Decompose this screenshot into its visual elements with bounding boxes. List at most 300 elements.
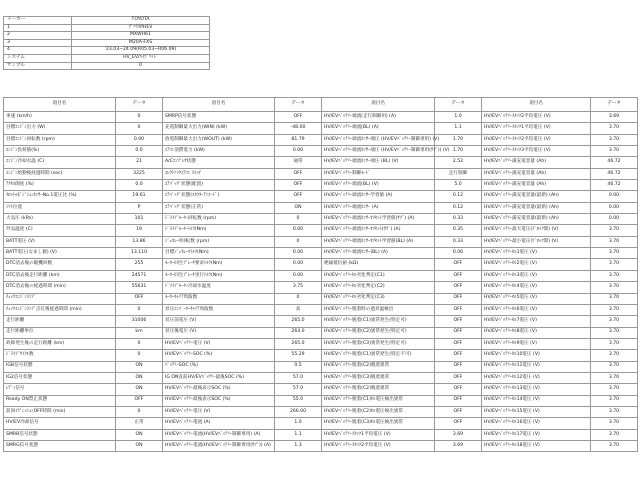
item-name-cell: HV/EVﾊﾞｯﾃﾘｰ脱着(C3)脱着異常 [322, 372, 435, 383]
item-name-cell: HV/EVﾊﾞｯﾃﾘｰｾﾙ1電圧 (V) [482, 248, 591, 259]
item-value-cell: OFF [435, 384, 482, 395]
item-value-cell: 46.72 [591, 180, 638, 191]
info-value: ﾌﾟﾘｳｽPHEV [72, 24, 210, 32]
item-value-cell: 0.5 [275, 361, 322, 372]
item-name-cell: 目標ｼﾞｪﾈﾚｰﾀﾄﾙｸ(Nm) [163, 248, 275, 259]
item-name-cell: HV/EVﾊﾞｯﾃﾘｰ満充電容量(最新) (Ah) [482, 202, 591, 213]
item-value-cell: ON [275, 202, 322, 213]
item-name-cell: HV/EVﾊﾞｯﾃﾘｰ最後表示SOC (%) [163, 384, 275, 395]
item-value-cell: 3.70 [591, 440, 638, 451]
item-name-cell: 昇圧ｺﾝﾊﾞｰﾀｰｷｬﾘｱ周波数 [163, 304, 275, 315]
item-value-cell: OFF [435, 338, 482, 349]
item-value-cell: 0.06 [435, 248, 482, 259]
item-value-cell: 高 [275, 304, 322, 315]
info-row [4, 47, 210, 55]
item-name-cell: 昇圧後電圧 (V) [163, 327, 275, 338]
item-name-cell: HV/EVﾊﾞｯﾃﾘｰｽﾀｯｸ3平均電圧 (V) [482, 146, 591, 157]
item-name-cell: HV/EVﾊﾞｯﾃﾘｰｾﾙ10電圧 (V) [482, 350, 591, 361]
item-name-cell: HV/EVﾊﾞｯﾃﾘｰ電流 (A) [163, 418, 275, 429]
vehicle-info-body [4, 17, 210, 70]
item-value-cell: OFF [116, 293, 163, 304]
item-name-cell: HV/EVﾊﾞｯﾃﾘｰｾﾙ15電圧 (V) [482, 406, 591, 417]
table-row [4, 429, 638, 440]
table-row [4, 384, 638, 395]
item-value-cell: 3.70 [591, 270, 638, 281]
item-name-cell: ｴﾝｼﾞﾝ始動後経過時間 (sec) [4, 168, 116, 179]
item-value-cell: 3.70 [591, 361, 638, 372]
item-value-cell: OFF [435, 406, 482, 417]
table-row [4, 214, 638, 225]
item-value-cell: 1.3 [275, 440, 322, 451]
item-value-cell: 3.70 [591, 429, 638, 440]
item-name-cell: IGB信号状態 [4, 361, 116, 372]
info-row [4, 17, 210, 25]
item-name-header: 項目名 [482, 98, 591, 112]
item-value-cell: 57.0 [275, 372, 322, 383]
item-name-cell: HV/EVﾊﾞｯﾃﾘｰｾﾙ12電圧 (V) [482, 372, 591, 383]
item-name-cell: HV/EVﾊﾞｯﾃﾘｰｾﾙ14電圧 (V) [482, 395, 591, 406]
item-name-cell: ｴｱﾊﾞｯｸﾞ状態(ｺﾈｸﾀｰｱﾝｺｰﾄﾞ) [163, 191, 275, 202]
item-value-cell: OFF [435, 361, 482, 372]
table-row [4, 202, 638, 213]
item-value-cell: 55.0 [275, 395, 322, 406]
item-name-cell: ﾓｰﾀｰｷｬﾘｱ周波数 [163, 293, 275, 304]
item-value-cell: 2.52 [435, 157, 482, 168]
item-name-cell: DTC消去後走行距離 (km) [4, 270, 116, 281]
item-value-cell: 13.110 [116, 248, 163, 259]
table-row [4, 157, 638, 168]
item-name-cell: HV/EVﾊﾞｯﾃﾘｰ電圧 (V) [163, 338, 275, 349]
item-name-cell: HV/EVﾊﾞｯﾃﾘｰｾﾙ2電圧 (V) [482, 259, 591, 270]
item-name-cell: HV/EVﾊﾞｯﾃﾘｰ最大電圧(ﾌﾞﾛｯｸ間) (V) [482, 225, 591, 236]
data-header: データ [435, 98, 482, 112]
item-name-cell: ｽﾛｯﾄﾙﾎﾟｼﾞｼｮﾝｾﾝｻｰNo.1電圧比 (%) [4, 191, 116, 202]
item-name-cell: HV/EVﾊﾞｯﾃﾘｰ脱着(C1)異常発生(特定可) [322, 316, 435, 327]
item-value-cell: 3.69 [591, 112, 638, 123]
item-name-cell: HV/EVﾊﾞｯﾃﾘｰｽﾀｯｸ2平均電圧 (V) [322, 440, 435, 451]
item-name-cell: HV/EVﾊﾞｯﾃﾘｰ端流(BL) (A) [322, 123, 435, 134]
item-value-cell: 3.70 [591, 134, 638, 145]
item-name-cell: SMRG信号状態 [4, 440, 116, 451]
item-value-cell: 0 [116, 350, 163, 361]
item-value-cell: 3.70 [591, 327, 638, 338]
item-value-cell: ON [116, 440, 163, 451]
item-name-cell: ｼﾞｪﾈﾚｰﾀ回転数 (rpm) [163, 236, 275, 247]
item-value-cell: 55.29 [275, 350, 322, 361]
item-value-cell: 0.12 [435, 202, 482, 213]
item-name-cell: 走行距離 [4, 316, 116, 327]
item-name-cell: HV/EVﾊﾞｯﾃﾘｰｾﾙ17電圧 (V) [482, 429, 591, 440]
item-value-cell: 0 [116, 123, 163, 134]
info-key: 1 [4, 24, 72, 32]
item-name-cell: HV/EVﾊﾞｯﾃﾘｰ脱着時の過昇温検出 [322, 304, 435, 315]
item-value-cell: 0 [275, 293, 322, 304]
item-value-cell: 266.00 [275, 406, 322, 417]
item-value-cell: OFF [275, 112, 322, 123]
item-name-cell: ｴｱｺﾝ消費電力 (kW) [163, 146, 275, 157]
item-value-cell: 3.70 [591, 259, 638, 270]
item-value-cell: OFF [435, 350, 482, 361]
item-name-cell: 車速 (km/h) [4, 112, 116, 123]
item-name-cell: HV/EVﾊﾞｯﾃﾘｰ脱着(C3)異常発生(特定可) [322, 338, 435, 349]
item-value-cell: 0.33 [435, 214, 482, 225]
item-value-cell: 19.61 [116, 191, 163, 202]
table-row [4, 316, 638, 327]
info-row [4, 62, 210, 70]
item-value-cell: 3.69 [435, 440, 482, 451]
item-value-cell: 0 [116, 406, 163, 417]
item-value-cell: 3.70 [591, 395, 638, 406]
item-value-cell: OFF [435, 270, 482, 281]
table-header-row [4, 98, 638, 112]
item-name-cell: ｴﾝｼﾞﾝ負荷値(%) [4, 146, 116, 157]
table-row [4, 338, 638, 349]
item-value-cell: 21 [116, 157, 163, 168]
item-name-cell: HV/EVﾊﾞｯﾃﾘｰ端流ｾﾝｻｰｵﾌｾｯﾄ学習値(ｻﾌﾞ) (A) [322, 214, 435, 225]
item-value-cell: 101 [116, 214, 163, 225]
item-value-cell: ON [116, 372, 163, 383]
item-name-header: 項目名 [163, 98, 275, 112]
item-name-cell: BATT電圧(なまし値) (V) [4, 248, 116, 259]
item-value-cell: OFF [275, 191, 322, 202]
item-value-cell: 3.70 [591, 350, 638, 361]
item-name-cell: HV/EVﾊﾞｯﾃﾘｰｾﾙ16電圧 (V) [482, 418, 591, 429]
item-value-cell: 55631 [116, 282, 163, 293]
item-value-cell: 265.0 [275, 338, 322, 349]
item-name-cell: HV/EVﾊﾞｯﾃﾘｰ脱着(C1)ｾﾙ電圧検出異常 [322, 395, 435, 406]
table-row [4, 406, 638, 417]
item-value-cell: 3.70 [591, 293, 638, 304]
item-name-cell: HV/EVﾊﾞｯﾃﾘｰ端流ｾﾝｻｰ端圧 (BL) (V) [322, 157, 435, 168]
vehicle-info-table [3, 16, 210, 70]
info-key: メーカー [4, 17, 72, 25]
item-value-cell: 0 [116, 304, 163, 315]
item-name-cell: HV/EVﾊﾞｯﾃﾘｰｾﾙ11電圧 (V) [482, 361, 591, 372]
item-value-cell: 1.1 [435, 123, 482, 134]
item-name-cell: HV/EVﾊﾞｯﾃﾘｰ脱着(C2)ｾﾙ電圧検出異常 [322, 406, 435, 417]
item-name-cell: HV/EVﾊﾞｯﾃﾘｰｾﾙ18電圧 (V) [482, 440, 591, 451]
item-value-cell: ON [116, 384, 163, 395]
table-row [4, 418, 638, 429]
item-name-cell: HV/EVﾊﾞｯﾃﾘｰSOC (%) [163, 350, 275, 361]
item-name-cell: HV/EV冷却信号 [4, 418, 116, 429]
info-row [4, 39, 210, 47]
item-name-cell: DTC消去後の経過時間 (min) [4, 282, 116, 293]
table-row [4, 180, 638, 191]
item-value-cell: 0.00 [116, 134, 163, 145]
info-key: システム [4, 54, 72, 62]
item-name-cell: HV/EVﾊﾞｯﾃﾘｰ電流(HV/EVﾊﾞｯﾃﾘｰ制御専用(ｻﾌﾞ)) (A) [163, 440, 275, 451]
table-row [4, 372, 638, 383]
item-name-cell: HV/EVﾊﾞｯﾃﾘｰｾﾙ6電圧 (V) [482, 304, 591, 315]
item-name-cell: ﾄﾞﾗｲﾌﾞﾓｰﾀｰ冷却水温度 [163, 282, 275, 293]
item-name-cell: IG2信号状態 [4, 372, 116, 383]
item-value-cell: OFF [435, 293, 482, 304]
item-name-cell: ﾓｰﾀｰ回生ﾌﾞﾚｰｷ実行ﾄﾙｸ(Nm) [163, 270, 275, 281]
info-value: '23.03~24.09(R05.03~R06.09) [72, 47, 210, 55]
item-name-cell: ｴｱﾊﾞｯｸﾞ状態(配置) [163, 180, 275, 191]
item-name-cell: HV/EVﾊﾞｯﾃﾘｰ満充電容量 (Ah) [482, 168, 591, 179]
item-name-cell: 目標ｴﾝｼﾞﾝ出力 (W) [4, 123, 116, 134]
item-name-cell: ｼﾌﾄ位置 [4, 202, 116, 213]
item-value-cell: 3.70 [591, 225, 638, 236]
item-name-cell: HV/EVﾊﾞｯﾃﾘｰ電流(HV/EVﾊﾞｯﾃﾘｰ制御専用) (A) [163, 429, 275, 440]
item-value-cell: OFF [435, 418, 482, 429]
info-value: HV_EV/ﾊｲﾌﾞﾘｯﾄﾞ [72, 54, 210, 62]
item-name-cell: 目標ｴﾝｼﾞﾝ回転数 (rpm) [4, 134, 116, 145]
item-value-cell: 3225 [116, 168, 163, 179]
item-value-cell: 0.00 [275, 248, 322, 259]
item-name-cell: 故障発生後の走行距離 (km) [4, 338, 116, 349]
info-row [4, 32, 210, 40]
info-row [4, 24, 210, 32]
table-row [4, 440, 638, 451]
item-value-cell: OFF [275, 180, 322, 191]
item-name-cell: HV/EVﾊﾞｯﾃﾘｰｾﾙ劣化判定(C1) [322, 270, 435, 281]
table-row [4, 259, 638, 270]
item-name-cell: ﾚﾃﾞｨ信号 [4, 384, 116, 395]
item-value-cell: 3.70 [591, 384, 638, 395]
item-name-cell: ﾁｪｯｸｴﾝｼﾞﾝﾗﾝﾌﾟ点灯後経過時間 (min) [4, 304, 116, 315]
item-value-cell: 0.00 [591, 191, 638, 202]
item-value-cell: ON [116, 361, 163, 372]
item-name-header: 項目名 [322, 98, 435, 112]
item-value-cell: 3.70 [591, 418, 638, 429]
table-row [4, 304, 638, 315]
item-value-cell: 0.00 [591, 202, 638, 213]
item-value-cell: 3.70 [591, 236, 638, 247]
item-name-cell: Ready ON禁止状態 [4, 395, 116, 406]
item-value-cell: ON [116, 429, 163, 440]
item-name-cell: HV/EVﾊﾞｯﾃﾘｰｽﾀｯｸ1平均電圧 (V) [482, 123, 591, 134]
info-key: 4 [4, 47, 72, 55]
item-name-cell: HV/EVﾊﾞｯﾃﾘｰｾﾙ3電圧 (V) [482, 270, 591, 281]
item-name-cell: SMRP信号状態 [163, 112, 275, 123]
item-value-cell: 3.70 [591, 146, 638, 157]
item-value-cell: 19 [116, 225, 163, 236]
item-value-cell: 0.00 [275, 225, 322, 236]
table-row [4, 395, 638, 406]
item-name-cell: ﾓｰﾀｰ回生ﾌﾞﾚｰｷ要求ﾄﾙｸ(Nm) [163, 259, 275, 270]
info-key: サンプル [4, 62, 72, 70]
item-value-cell: 0.0 [116, 180, 163, 191]
item-value-cell: 264.0 [275, 327, 322, 338]
info-key: 2 [4, 32, 72, 40]
data-header: データ [591, 98, 638, 112]
item-name-cell: HV/EVﾊﾞｯﾃﾘｰ電圧 (V) [163, 406, 275, 417]
table-row [4, 168, 638, 179]
table-row [4, 327, 638, 338]
data-header: データ [275, 98, 322, 112]
item-value-cell: 3.70 [591, 123, 638, 134]
item-name-cell: HV/EVﾊﾞｯﾃﾘｰ最後表示SOC (%) [163, 395, 275, 406]
item-name-cell: ﾊﾞｯﾃﾘｰSOC (%) [163, 361, 275, 372]
item-value-cell: 0 [116, 338, 163, 349]
item-name-cell: HV/EVﾊﾞｯﾃﾘｰ端流ｾﾝｻｰ端圧 (HV/EVﾊﾞｯﾃﾘｰ制御専用) (V) [322, 134, 435, 145]
item-value-cell: 0 [275, 214, 322, 225]
item-name-cell: HV/EVﾊﾞｯﾃﾘｰ脱着(C3)ｾﾙ電圧検出異常 [322, 418, 435, 429]
item-name-cell: 走行距離単位 [4, 327, 116, 338]
item-value-cell: 46.72 [591, 168, 638, 179]
item-name-cell: HV/EVﾊﾞｯﾃﾘｰ満充電容量 (Ah) [482, 180, 591, 191]
data-header: データ [116, 98, 163, 112]
item-name-cell: HV/EVﾊﾞｯﾃﾘｰ端流ｾﾝｻｰ学習値 (A) [322, 191, 435, 202]
table-row [4, 248, 638, 259]
item-name-cell: HV/EVﾊﾞｯﾃﾘｰ端流(BL) (V) [322, 180, 435, 191]
item-name-cell: HV/EVﾊﾞｯﾃﾘｰ端流ｾﾝｻｰ端圧 (HV/EVﾊﾞｯﾃﾘｰ制御専用(ｻﾌﾞ)) (V) [322, 146, 435, 157]
item-value-cell: OFF [435, 316, 482, 327]
item-name-cell: HV/EVﾊﾞｯﾃﾘｰｾﾙ5電圧 (V) [482, 293, 591, 304]
item-name-cell: HV/EVﾊﾞｯﾃﾘｰｾﾙ7電圧 (V) [482, 316, 591, 327]
info-row [4, 54, 210, 62]
table-row [4, 146, 638, 157]
item-value-cell: 265.0 [275, 316, 322, 327]
item-name-cell: HV/EVﾊﾞｯﾃﾘｰ脱着(C2)脱着異常 [322, 361, 435, 372]
item-value-cell: 通常 [275, 157, 322, 168]
table-row [4, 112, 638, 123]
table-row [4, 236, 638, 247]
table-row [4, 123, 638, 134]
item-name-cell: HV/EVﾊﾞｯﾃﾘｰｾﾙ劣化判定(C3) [322, 293, 435, 304]
item-value-cell: 0.00 [275, 270, 322, 281]
item-value-cell: 255 [116, 259, 163, 270]
item-value-cell: km [116, 327, 163, 338]
item-value-cell: OFF [435, 395, 482, 406]
item-name-cell: HV/EVﾊﾞｯﾃﾘｰｽﾀｯｸ2平均電圧 (V) [482, 112, 591, 123]
item-name-cell: HV/EVﾊﾞｯﾃﾘｰ満充電容量(最新) (Ah) [482, 214, 591, 225]
item-name-cell: HV/EVﾊﾞｯﾃﾘｰ脱着(C2)脱着異常 [322, 384, 435, 395]
item-value-cell: 0 [116, 112, 163, 123]
item-value-cell: 3.70 [591, 372, 638, 383]
item-name-cell: HV/EVﾊﾞｯﾃﾘｰｾﾙ劣化判定(C2) [322, 282, 435, 293]
item-value-cell: OFF [435, 259, 482, 270]
item-name-cell: SMRB信号状態 [4, 429, 116, 440]
item-value-cell: 0.00 [275, 259, 322, 270]
item-name-cell: HV/EVﾊﾞｯﾃﾘｰｽﾀｯｸ2平均電圧 (V) [482, 134, 591, 145]
table-row [4, 350, 638, 361]
item-name-cell: HV/EVﾊﾞｯﾃﾘｰ端流ｾﾝｻｰ(BL) (A) [322, 248, 435, 259]
table-row [4, 225, 638, 236]
item-name-cell: HV/EVﾊﾞｯﾃﾘｰｾﾙ8電圧 (V) [482, 327, 591, 338]
item-name-cell: HV/EVﾊﾞｯﾃﾘｰ端流ｾﾝｻｰｵﾌｾｯﾄ学習値(BL) (A) [322, 236, 435, 247]
item-name-cell: HV/EVﾊﾞｯﾃﾘｰｾﾙ4電圧 (V) [482, 282, 591, 293]
item-name-cell: ｴﾝｼﾞﾝ冷却水温 (C) [4, 157, 116, 168]
info-value: M20A-FXS [72, 39, 210, 47]
item-value-cell: 31006 [116, 316, 163, 327]
item-name-cell: DTC消去後の暖機回数 [4, 259, 116, 270]
item-value-cell: 0 [275, 236, 322, 247]
item-name-cell: ｱｸｾﾙ開度 (%) [4, 180, 116, 191]
table-row [4, 361, 638, 372]
item-value-cell: 1.1 [275, 429, 322, 440]
item-name-cell: HV/EVﾊﾞｯﾃﾘｰ脱着(C1)異常発生(特定不可) [322, 350, 435, 361]
item-name-cell: 充電制御最大出力(WIN) (kW) [163, 123, 275, 134]
item-name-cell: HV/EVﾊﾞｯﾃﾘｰｾﾙ13電圧 (V) [482, 384, 591, 395]
item-value-cell: 0.00 [591, 214, 638, 225]
item-name-cell: ｴﾚｸﾄﾘｯｸｴｱｺﾝ ｽｲｯﾁ [163, 168, 275, 179]
item-name-cell: HV/EVﾊﾞｯﾃﾘｰｾﾙ9電圧 (V) [482, 338, 591, 349]
item-name-header: 項目名 [4, 98, 116, 112]
item-name-cell: HV/EVﾊﾞｯﾃﾘｰ端流(走行制御用) (A) [322, 112, 435, 123]
info-value: TOYOTA [72, 17, 210, 25]
item-name-cell: 外気温度 (C) [4, 225, 116, 236]
table-row [4, 191, 638, 202]
item-name-cell: A/Cｺﾝﾌﾟﾚｻ状態 [163, 157, 275, 168]
item-value-cell: 3.70 [591, 304, 638, 315]
item-value-cell: 3.70 [591, 338, 638, 349]
item-name-cell: 大気圧 (kPa) [4, 214, 116, 225]
item-value-cell: -48.00 [275, 123, 322, 134]
item-value-cell: 1.0 [435, 112, 482, 123]
item-value-cell: 1.70 [435, 134, 482, 145]
item-name-cell: HV/EVﾊﾞｯﾃﾘｰ満充電容量 (Ah) [482, 157, 591, 168]
item-value-cell: 走行制御 [435, 168, 482, 179]
table-row [4, 282, 638, 293]
item-value-cell: 0.35 [435, 225, 482, 236]
item-name-cell: IG ON直前HV/EVﾊﾞｯﾃﾘｰ最後SOC (%) [163, 372, 275, 383]
item-name-cell: HV/EVﾊﾞｯﾃﾘｰｽﾀｯｸ1平均電圧 (V) [322, 429, 435, 440]
item-name-cell: HV/EVﾊﾞｯﾃﾘｰ満充電容量(最新) (Ah) [482, 191, 591, 202]
item-value-cell: 3.70 [591, 282, 638, 293]
item-value-cell: 3.69 [435, 429, 482, 440]
item-value-cell: 1.0 [275, 418, 322, 429]
data-list-table [3, 97, 638, 452]
info-value: MXWH61 [72, 32, 210, 40]
item-name-cell: 前回ｲｸﾞﾆｯｼｮﾝOFF時間 (min) [4, 406, 116, 417]
data-list-body [4, 112, 638, 452]
item-value-cell: 0.0 [116, 146, 163, 157]
item-name-cell: ﾄﾞﾗｲﾌﾞｻｲｸﾙ数 [4, 350, 116, 361]
item-value-cell: 正常 [116, 418, 163, 429]
item-value-cell: 57.0 [275, 384, 322, 395]
item-value-cell: 46.72 [591, 157, 638, 168]
item-name-cell: 昇圧前電圧 (V) [163, 316, 275, 327]
item-name-cell: HV/EVﾊﾞｯﾃﾘｰ端流ｾﾝｻｰ (A) [322, 202, 435, 213]
item-name-cell: ﾄﾞﾗｲﾌﾞﾓｰﾀｰﾄﾙｸ(Nm) [163, 225, 275, 236]
item-value-cell: 13.86 [116, 236, 163, 247]
item-name-cell: ﾄﾞﾗｲﾌﾞﾓｰﾀｰ回転数 (rpm) [163, 214, 275, 225]
item-value-cell: 3.70 [591, 406, 638, 417]
item-value-cell: 5.0 [435, 180, 482, 191]
item-value-cell: OFF [435, 304, 482, 315]
info-value: 0 [72, 62, 210, 70]
item-value-cell: 81.79 [275, 134, 322, 145]
item-value-cell: OFF [435, 327, 482, 338]
item-name-cell: 放電制御最大出力(WOUT) (kW) [163, 134, 275, 145]
item-value-cell: 3.75 [275, 282, 322, 293]
item-name-cell: HV/EVﾊﾞｯﾃﾘｰ制御ﾓｰﾄﾞ [322, 168, 435, 179]
item-name-cell: BATT電圧 (V) [4, 236, 116, 247]
item-name-cell: ｴｱﾊﾞｯｸﾞ状態(正常) [163, 202, 275, 213]
item-value-cell: 1.70 [435, 146, 482, 157]
item-name-cell: HV/EVﾊﾞｯﾃﾘｰ脱着(C2)異常発生(特定可) [322, 327, 435, 338]
info-key: 3 [4, 39, 72, 47]
item-value-cell: 3.70 [591, 316, 638, 327]
item-value-cell: 24571 [116, 270, 163, 281]
item-name-cell: HV/EVﾊﾞｯﾃﾘｰ最小電圧(ﾌﾞﾛｯｸ間) (V) [482, 236, 591, 247]
item-value-cell: 0.12 [435, 191, 482, 202]
item-value-cell: OFF [116, 395, 163, 406]
table-row [4, 293, 638, 304]
table-row [4, 134, 638, 145]
item-value-cell: 0.00 [275, 146, 322, 157]
item-value-cell: P [116, 202, 163, 213]
item-value-cell: 3.70 [591, 248, 638, 259]
item-value-cell: 0.33 [435, 236, 482, 247]
item-name-cell: HV/EVﾊﾞｯﾃﾘｰ端流ｾﾝｻｰｵﾌｾｯﾄ(ｻﾌﾞ) (A) [322, 225, 435, 236]
item-value-cell: OFF [275, 168, 322, 179]
item-name-cell: ﾁｪｯｸｴﾝｼﾞﾝﾗﾝﾌﾟ [4, 293, 116, 304]
